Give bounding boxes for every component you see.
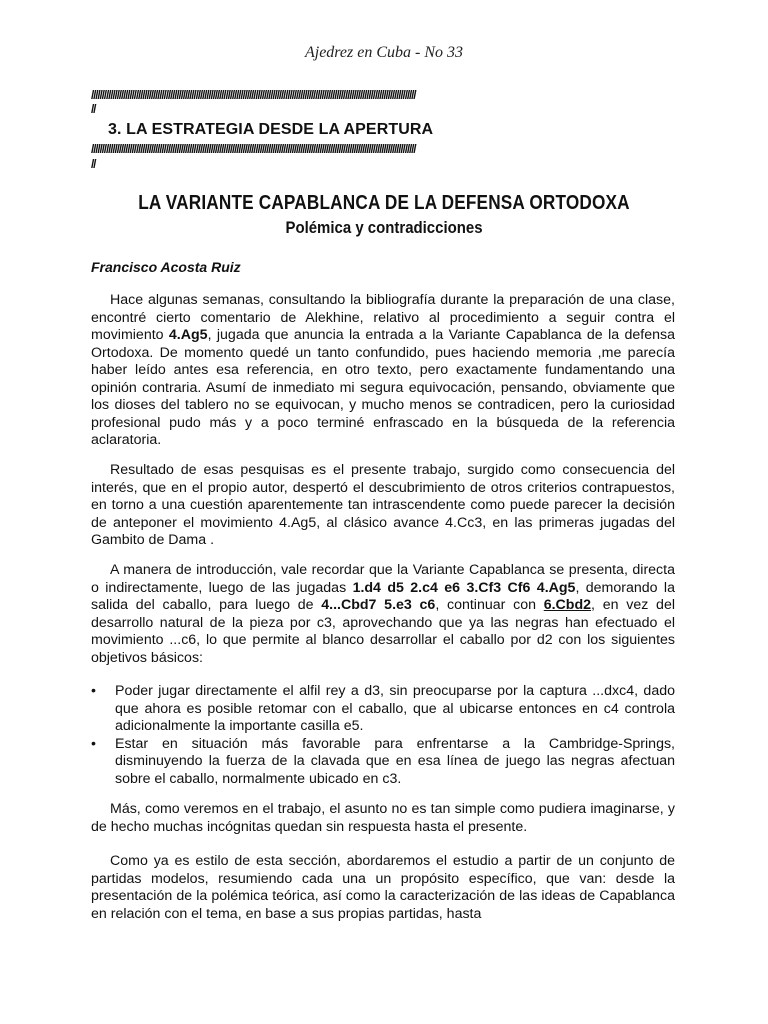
article-title: LA VARIANTE CAPABLANCA DE LA DEFENSA ORTODOXA: [138, 192, 630, 214]
divider-tail-bottom: //: [91, 157, 96, 171]
paragraph-4: Más, como veremos en el trabajo, el asunto no es tan simple como pudiera imaginarse, y de hecho muchas incógnitas quedan sin respuesta hasta el presente.: [91, 801, 675, 835]
moves-bold-2: 4...Cbd7 5.e3 c6: [321, 597, 436, 613]
running-header: Ajedrez en Cuba - No 33: [304, 44, 464, 61]
paragraph-3: A manera de introducción, vale recordar que la Variante Capablanca se presenta, directa o indirectamente, luego de las jugadas 1.d4 d5 2.c4 e6 3.Cf3 Cf6 4.Ag5, demorando la salida del caballo, para luego de 4...Cbd7 5.e3 c6, continuar con 6.Cbd2, en vez del desarrollo natural de la pieza por c3, aprovechando que ya las negras han efectuado el movimiento ...c6, lo que permite al blanco desarrollar el caballo por d2 con los siguientes objetivos básicos:: [91, 562, 675, 666]
paragraph-2: Resultado de esas pesquisas es el presente trabajo, surgido como consecuencia del interés, que en el propio autor, despertó el descubrimiento de otros criterios contrapuestos, en torno a una cuestión aparentemente tan intrascendente como puede parecer la decisión de anteponer el movimiento 4.Ag5, al clásico avance 4.Cc3, en las primeras jugadas del Gambito de Dama .: [91, 462, 675, 548]
paragraph-5: Como ya es estilo de esta sección, abordaremos el estudio a partir de un conjunto de partidas modelos, resumiendo cada una un propósito específico, que van: desde la presentación de la polémica teórica, así como la caracterización de las ideas de Capablanca en relación con el tema, en base a sus propias partidas, hasta: [91, 853, 675, 922]
divider-line-top: ////////////////////////////////////////////////////////////////////////////////////////////////////////////////////////////////////////////////////////: [91, 88, 416, 102]
article-subtitle: Polémica y contradicciones: [285, 218, 483, 237]
divider-tail-top: //: [91, 102, 96, 116]
paragraph-1: Hace algunas semanas, consultando la bibliografía durante la preparación de una clase, encontré cierto comentario de Alekhine, relativo al procedimiento a seguir contra el movimiento 4.Ag5, jugada que anuncia la entrada a la Variante Capablanca de la defensa Ortodoxa. De momento quedé un tanto confundido, pues haciendo memoria ,me parecía haber leído antes esa referencia, en otro texto, pero exactamente fundamentando una opinión contraria. Asumí de inmediato mi segura equivocación, pensando, obviamente que los dioses del tablero no se equivocan, y mucho menos se contradicen, pero la curiosidad profesional pudo más y a poco terminé enfrascado en la búsqueda de la referencia aclaratoria.: [91, 292, 675, 448]
divider-line-bottom: ////////////////////////////////////////////////////////////////////////////////////////////////////////////////////////////////////////////////////////: [91, 142, 416, 156]
section-heading: 3. LA ESTRATEGIA DESDE LA APERTURA: [108, 121, 434, 138]
moves-bold: 1.d4 d5 2.c4 e6 3.Cf3 Cf6 4.Ag5: [352, 579, 576, 596]
objectives-list: [91, 683, 675, 788]
bullet-icon: •: [91, 735, 96, 752]
move-bold-underlined: 6.Cbd2: [543, 597, 592, 613]
list-item: • Poder jugar directamente el alfil rey a d3, sin preocuparse por la captura ...dxc4, dado que ahora es posible retomar con el caballo, que al ubicarse entonces en c4 controla adicionalmente la importante casilla e5.: [91, 683, 675, 734]
article-author: Francisco Acosta Ruiz: [91, 259, 241, 275]
move-bold: 4.Ag5: [168, 327, 208, 343]
bullet-icon: •: [91, 683, 96, 699]
list-item: • Estar en situación más favorable para enfrentarse a la Cambridge-Springs, disminuyendo la fuerza de la clavada que en esa línea de juego las negras afectuan sobre el caballo, normalmente ubicado en c3.: [91, 735, 675, 787]
